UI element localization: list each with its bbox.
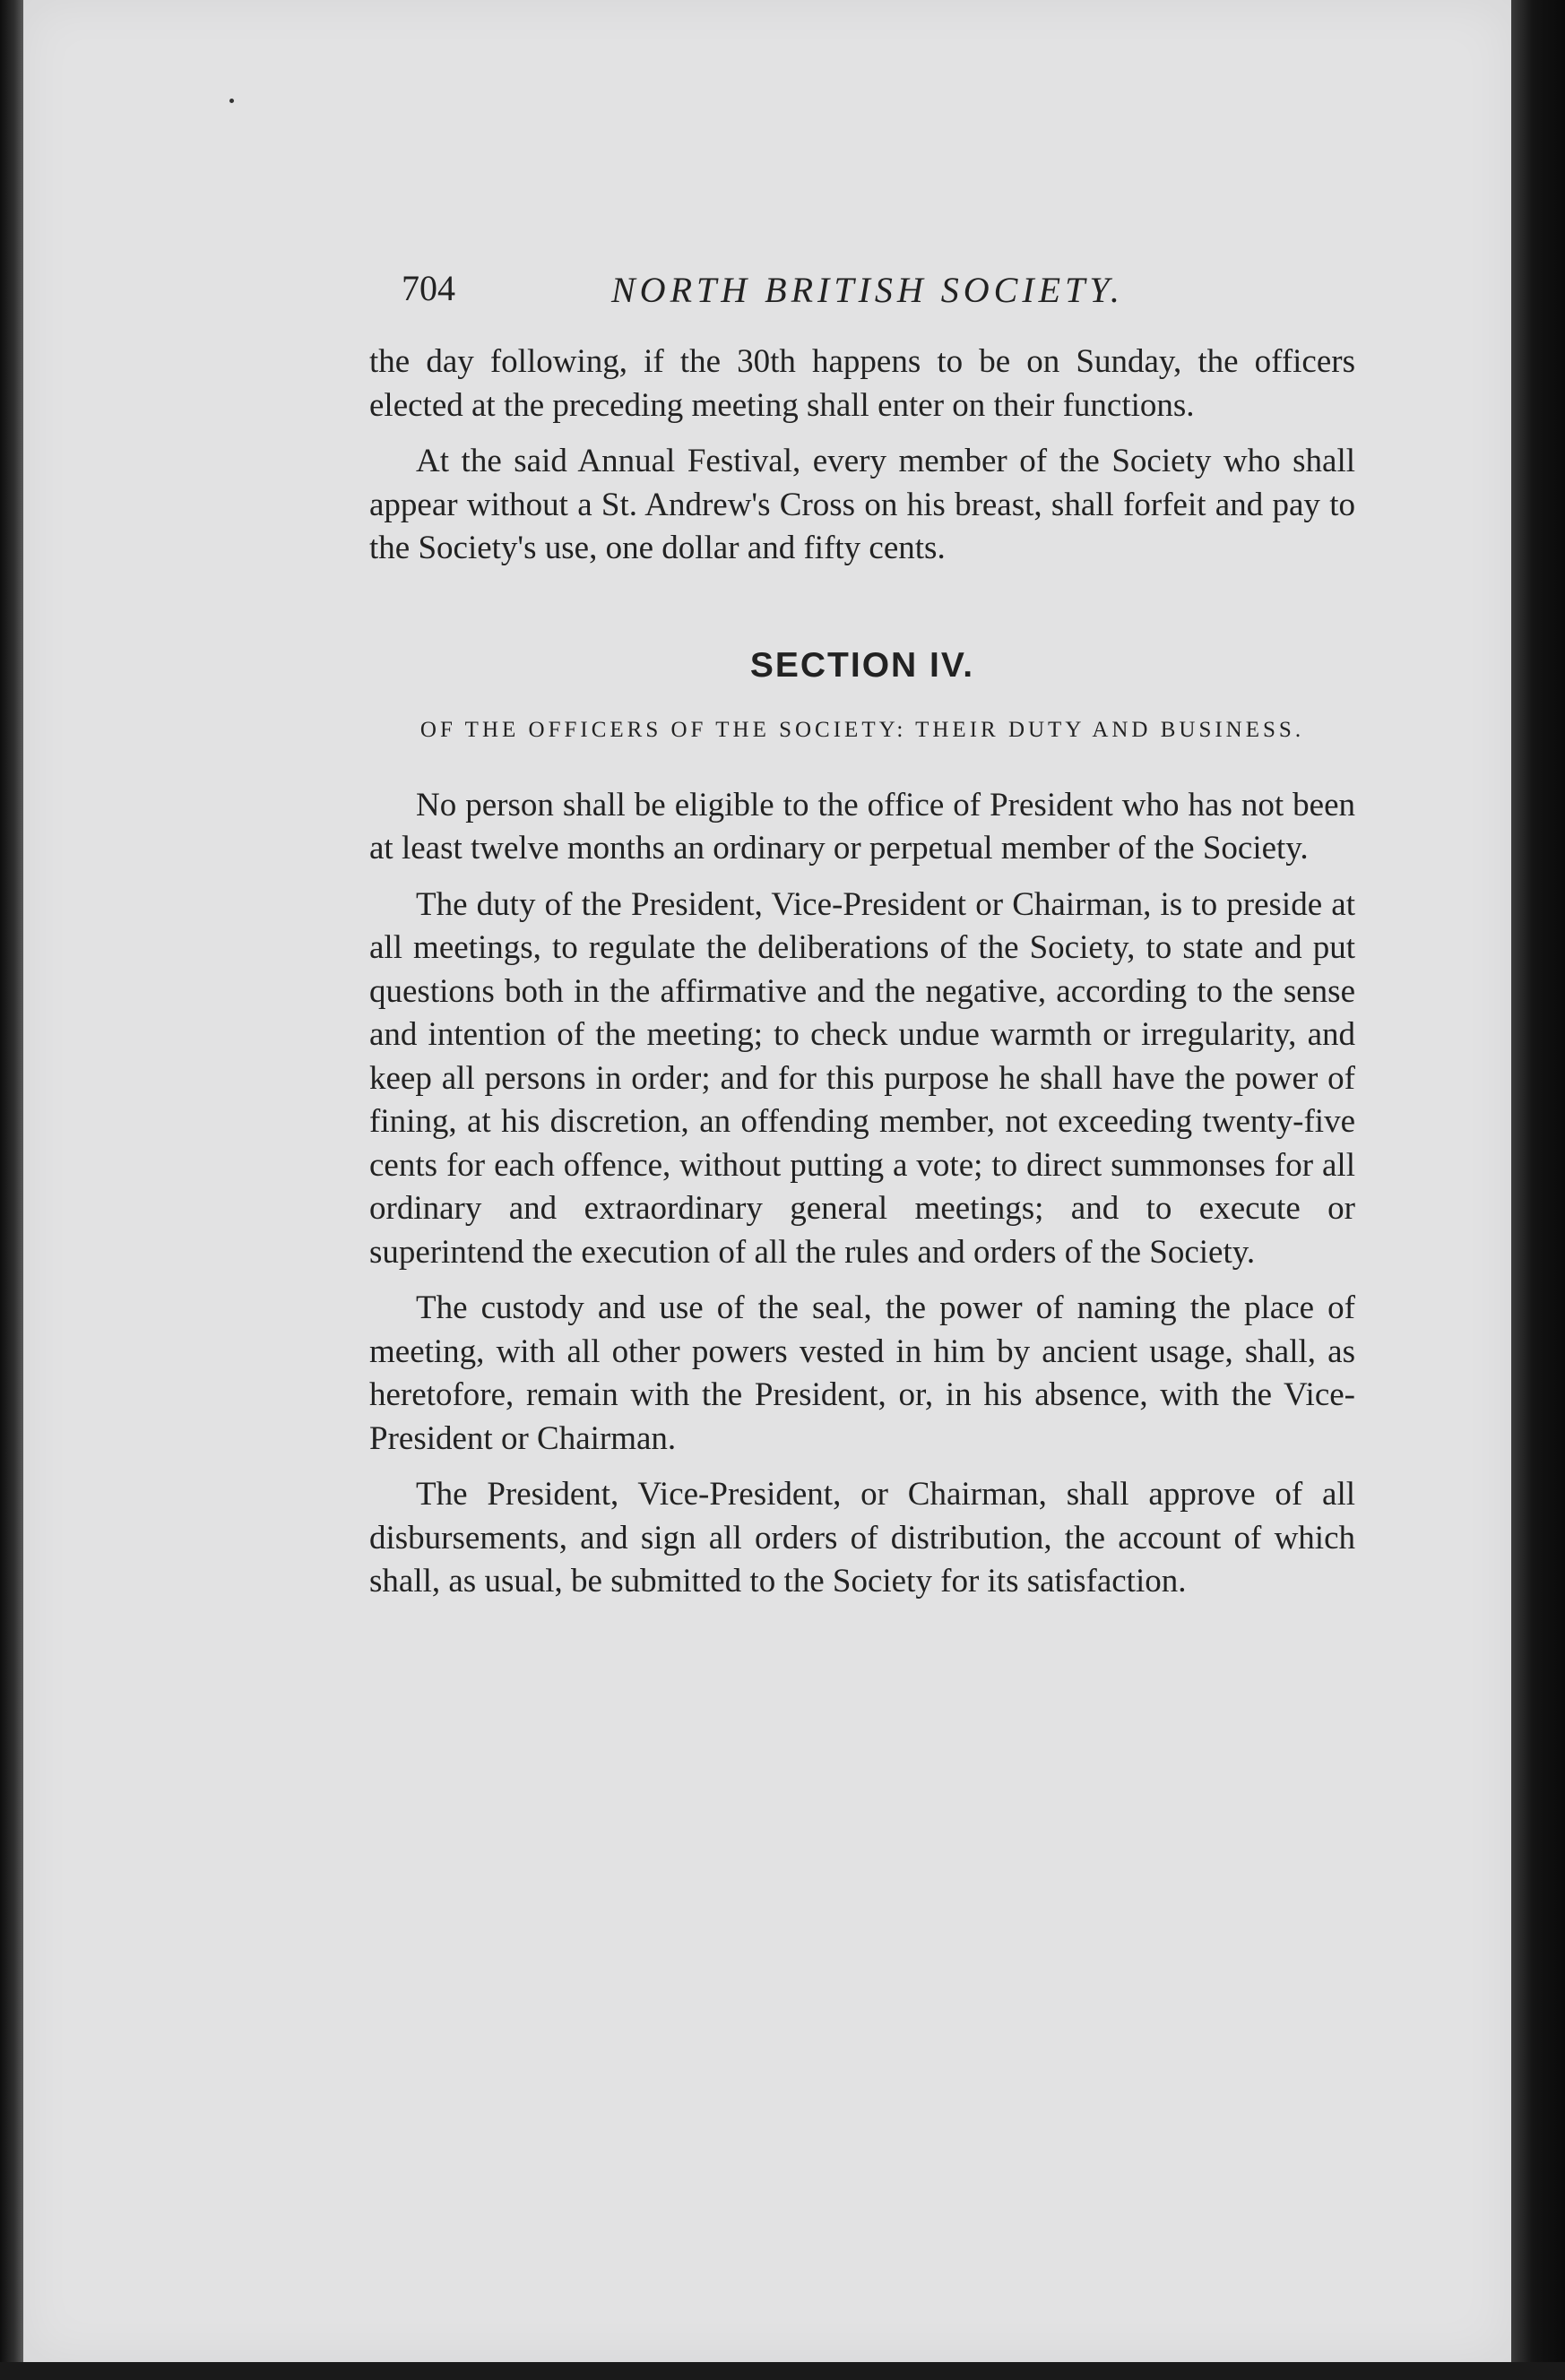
scan-speck [229, 99, 234, 103]
section-heading: SECTION IV. [749, 645, 975, 685]
page-right-edge [1511, 0, 1565, 2380]
running-head [369, 260, 1355, 341]
paragraph-president-eligibility: No person shall be eligible to the office of President who has not been at least twelve months an ordinary or perpetual member of the Society. [369, 786, 1355, 867]
section-subheading: OF THE OFFICERS OF THE SOCIETY: THEIR DUTY AND BUSINESS. [419, 717, 1305, 742]
paragraph-president-duty: The duty of the President, Vice-President or Chairman, is to preside at all meetings, to regulate the deliberations of the Society, to state and put questions both in the affirmative and the negative, according to the sense and intention of the meeting; to check undue warmth or irregularity, and keep all persons in order; and for this purpose he shall have the power of fining, at his discretion, an offending member, not exceeding twenty-five cents for each offence, without putting a vote; to direct summonses for all ordinary and extraordinary general meetings; and to execute or superintend the execution of all the rules and orders of the Society. [369, 885, 1355, 1271]
paragraph-disbursements: The President, Vice-President, or Chairman, shall approve of all disbursements, and sign all orders of distribution, the account of which shall, as usual, be submitted to the Society for its satisfaction. [369, 1476, 1355, 1600]
running-title: NORTH BRITISH SOCIETY. [611, 270, 1124, 310]
page-number: 704 [402, 268, 455, 308]
page-text [369, 260, 1355, 1617]
book-spine-edge [0, 0, 23, 2380]
paragraph-continuation: the day following, if the 30th happens to be on Sunday, the officers elected at the preceding meeting shall enter on their functions. [369, 343, 1355, 424]
page-bottom-edge [0, 2362, 1565, 2380]
paragraph-seal-custody: The custody and use of the seal, the power of naming the place of meeting, with all other powers vested in him by ancient usage, shall, as heretofore, remain with the President, or, in his absence, with the Vice-President or Chairman. [369, 1289, 1355, 1457]
paragraph-st-andrews-cross: At the said Annual Festival, every member of the Society who shall appear without a St. Andrew's Cross on his breast, shall forfeit and pay to the Society's use, one dollar and fifty cents. [369, 443, 1355, 566]
